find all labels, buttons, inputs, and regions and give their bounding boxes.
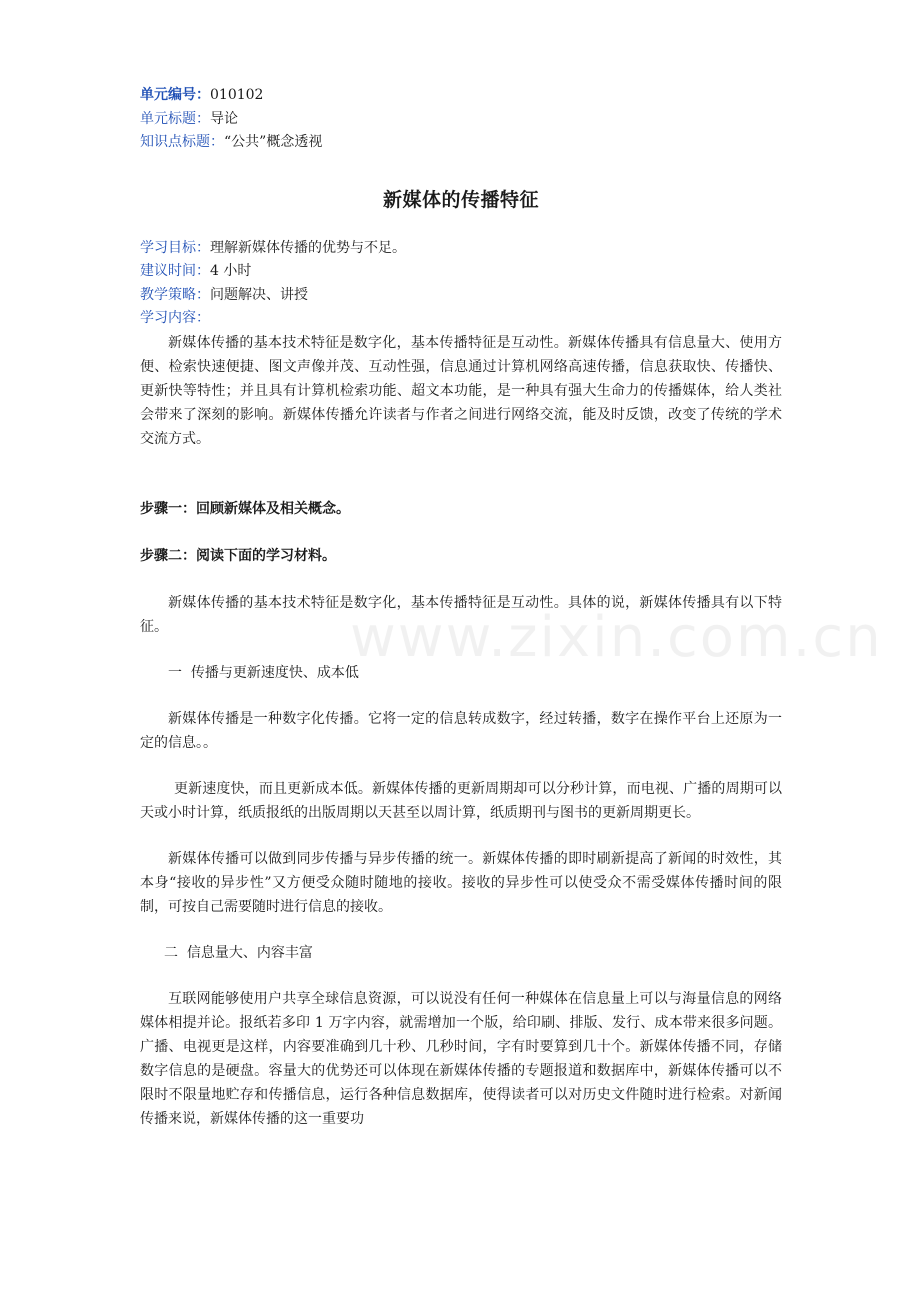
knowledge-point-value: “公共”概念透视 xyxy=(224,134,323,150)
learning-goal-label: 学习目标： xyxy=(140,239,210,256)
spacer xyxy=(140,568,782,591)
spacer xyxy=(140,451,782,497)
unit-number-line xyxy=(140,84,782,108)
material-paragraph-2: 新媒体传播是一种数字化传播。它将一定的信息转成数字，经过转播，数字在操作平台上还原为一定的信息。。 xyxy=(140,710,782,751)
section-heading-2: 二 信息量大、内容丰富 xyxy=(164,944,313,961)
unit-number-value: 010102 xyxy=(210,87,264,103)
learning-goal-value: 理解新媒体传播的优势与不足。 xyxy=(210,239,406,256)
unit-title-value: 导论 xyxy=(210,110,238,127)
step-two: 步骤二：阅读下面的学习材料。 xyxy=(140,547,336,564)
spacer xyxy=(140,755,782,777)
document-title: 新媒体的传播特征 xyxy=(382,188,539,211)
spacer xyxy=(140,919,782,941)
learning-content-line xyxy=(140,307,782,331)
suggested-time-line xyxy=(140,260,782,284)
spacer xyxy=(140,521,782,544)
knowledge-point-line xyxy=(140,131,782,155)
step-one: 步骤一：回顾新媒体及相关概念。 xyxy=(140,500,350,517)
unit-title-line xyxy=(140,108,782,132)
spacer xyxy=(140,639,782,661)
teaching-strategy-label: 教学策略： xyxy=(140,286,210,303)
spacer xyxy=(140,965,782,987)
suggested-time-label: 建议时间： xyxy=(140,263,210,279)
section-heading-1: 一 传播与更新速度快、成本低 xyxy=(168,664,359,681)
material-paragraph-1: 新媒体传播的基本技术特征是数字化，基本传播特征是互动性。具体的说，新媒体传播具有以下特征。 xyxy=(140,594,782,635)
unit-title-label: 单元标题： xyxy=(140,110,210,127)
material-paragraph-4: 新媒体传播可以做到同步传播与异步传播的统一。新媒体传播的即时刷新提高了新闻的时效性，其本身“接收的异步性”又方便受众随时随地的接收。接收的异步性可以使受众不需受媒体传播时间的限制，可按自己需要随时进行信息的接收。 xyxy=(140,850,782,915)
learning-goal-line xyxy=(140,237,782,261)
teaching-strategy-line xyxy=(140,284,782,308)
material-paragraph-3: 更新速度快，而且更新成本低。新媒体传播的更新周期却可以分秒计算，而电视、广播的周期可以天或小时计算，纸质报纸的出版周期以天甚至以周计算，纸质期刊与图书的更新周期更长。 xyxy=(140,780,782,821)
intro-paragraph: 新媒体传播的基本技术特征是数字化，基本传播特征是互动性。新媒体传播具有信息量大、使用方便、检索快速便捷、图文声像并茂、互动性强，信息通过计算机网络高速传播，信息获取快、传播快、更新快等特性；并且具有计算机检索功能、超文本功能，是一种具有强大生命力的传播媒体，给人类社会带来了深刻的影响。新媒体传播允许读者与作者之间进行网络交流，能及时反馈，改变了传统的学术交流方式。 xyxy=(140,334,782,447)
document-page xyxy=(140,84,782,1131)
learning-content-label: 学习内容： xyxy=(140,310,210,326)
teaching-strategy-value: 问题解决、讲授 xyxy=(210,286,308,303)
suggested-time-value: 4 小时 xyxy=(210,263,252,279)
watermark-text: www.zixin.com.cn xyxy=(350,605,883,670)
knowledge-point-label: 知识点标题： xyxy=(140,134,224,150)
spacer xyxy=(140,685,782,707)
spacer xyxy=(140,825,782,847)
unit-number-label: 单元编号： xyxy=(140,87,210,103)
material-paragraph-5: 互联网能够使用户共享全球信息资源，可以说没有任何一种媒体在信息量上可以与海量信息的网络媒体相提并论。报纸若多印 1 万字内容，就需增加一个版，给印刷、排版、发行、成本带来很多问题。广播、电视更是这样，内容要准确到几十秒、几秒时间，字有时要算到几十个。新媒体传播不同，存储数字信息的是硬盘。容量大的优势还可以体现在新媒体传播的专题报道和数据库中，新媒体传播可以不限时不限量地贮存和传播信息，运行各种信息数据库，使得读者可以对历史文件随时进行检索。对新闻传播来说，新媒体传播的这一重要功 xyxy=(140,990,782,1127)
